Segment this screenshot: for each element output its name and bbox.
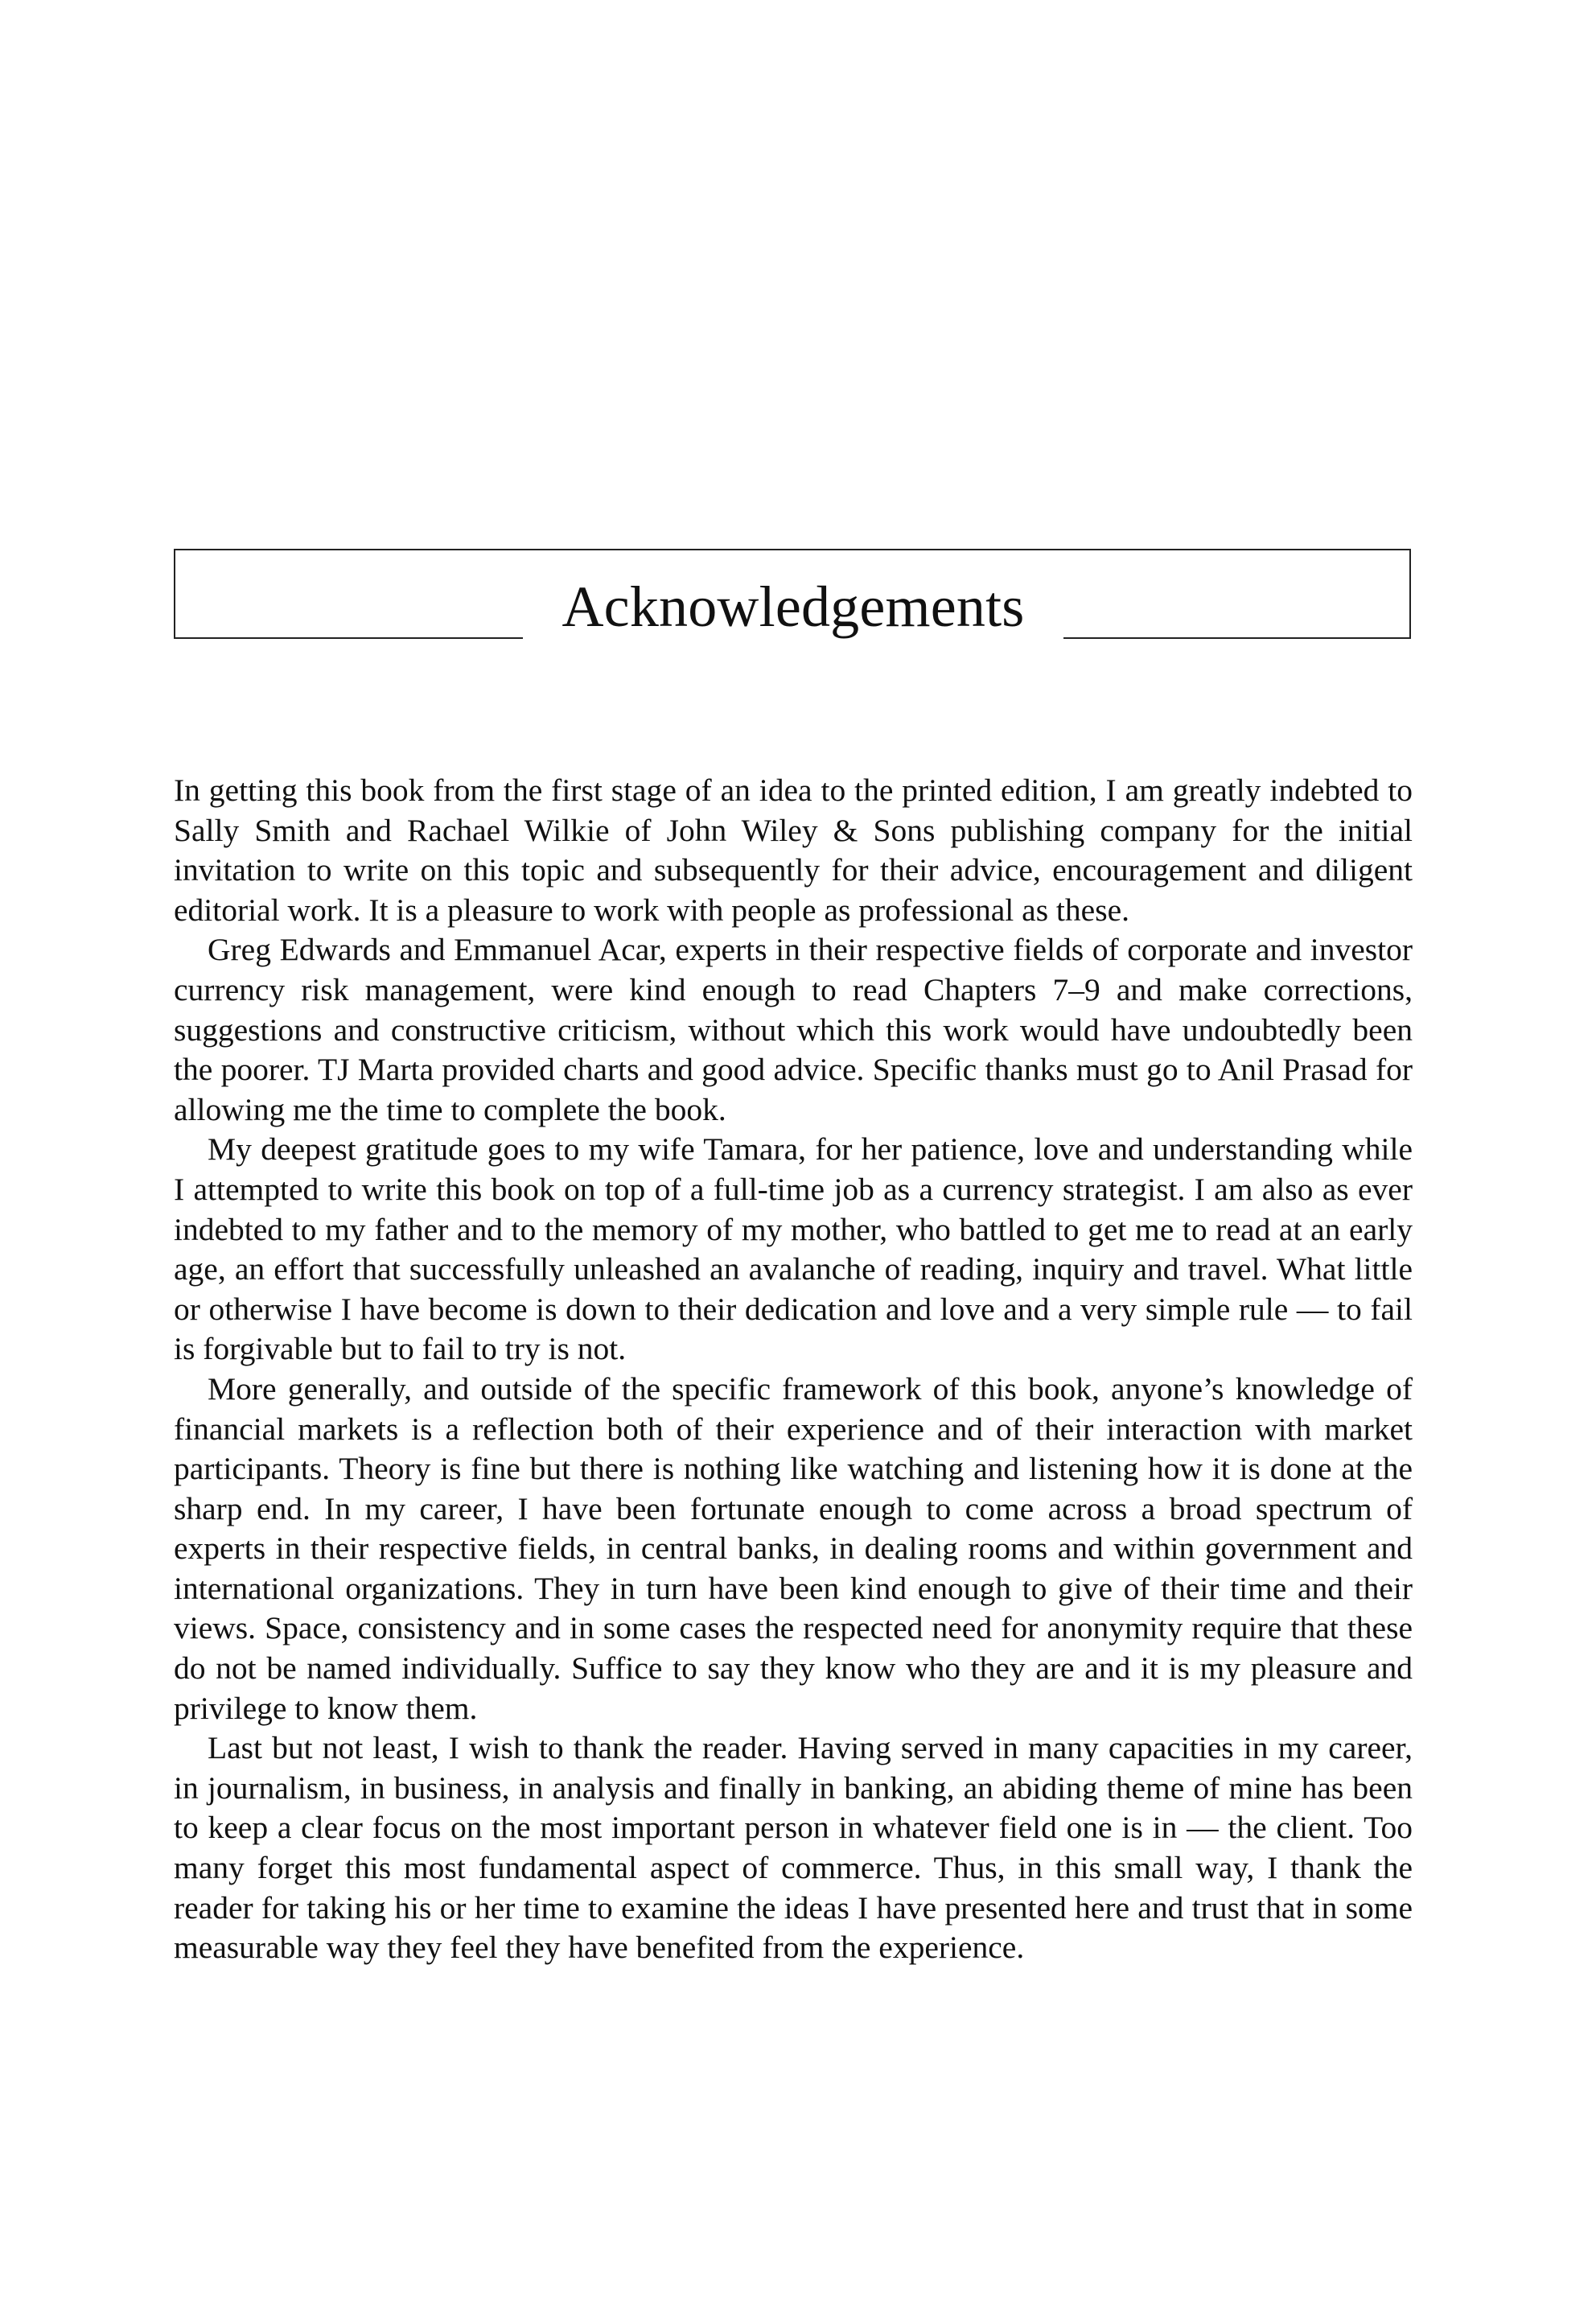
paragraph-5: Last but not least, I wish to thank the reader. Having served in many capacities in my career, in journalism, in business, in analysis and finally in banking, an abiding theme of mine has been to keep a clear focus on the most important person in whatever field one is in — the client. Too many forget this most fundamental aspect of commerce. Thus, in this small way, I thank the reader for taking his or her time to examine the ideas I have presented here and trust that in some measurable way they feel they have benefited from the experience. — [174, 1730, 1413, 1966]
paragraph-2: Greg Edwards and Emmanuel Acar, experts in their respective fields of corporate and investor currency risk management, were kind enough to read Chapters 7–9 and make corrections, suggestions and constructive criticism, without which this work would have undoubtedly been the poorer. TJ Marta provided charts and good advice. Specific thanks must go to Anil Prasad for allowing me the time to complete the book. — [174, 932, 1413, 1127]
page-title: Acknowledgements — [561, 575, 1025, 639]
paragraph-3: My deepest gratitude goes to my wife Tamara, for her patience, love and understanding while I attempted to write this book on top of a full-time job as a currency strategist. I am also as ever indebted to my father and to the memory of my mother, who battled to get me to read at an early age, an effort that successfully unleashed an avalanche of reading, inquiry and travel. What little or otherwise I have become is down to their dedication and love and a very simple rule — to fail is forgivable but to fail to try is not. — [174, 1131, 1413, 1367]
heading-rule-right — [1063, 637, 1411, 639]
paragraph-1: In getting this book from the first stage of an idea to the printed edition, I am greatly indebted to Sally Smith and Rachael Wilkie of John Wiley & Sons publishing company for the initial invitation to write on this topic and subsequently for their advice, encouragement and diligent editorial work. It is a pleasure to work with people as professional as these. — [174, 772, 1413, 928]
paragraph-4: More generally, and outside of the specific framework of this book, anyone’s knowledge of financial markets is a reflection both of their experience and of their interaction with market participants. Theory is fine but there is nothing like watching and listening how it is done at the sharp end. In my career, I have been fortunate enough to come across a broad spectrum of experts in their respective fields, in central banks, in dealing rooms and within government and international organizations. They in turn have been kind enough to give of their time and their views. Space, consistency and in some cases the respected need for anonymity require that these do not be named individually. Suffice to say they know who they are and it is my pleasure and privilege to know them. — [174, 1370, 1413, 1726]
body-text — [174, 771, 1413, 1968]
heading-rule-left — [174, 637, 523, 639]
